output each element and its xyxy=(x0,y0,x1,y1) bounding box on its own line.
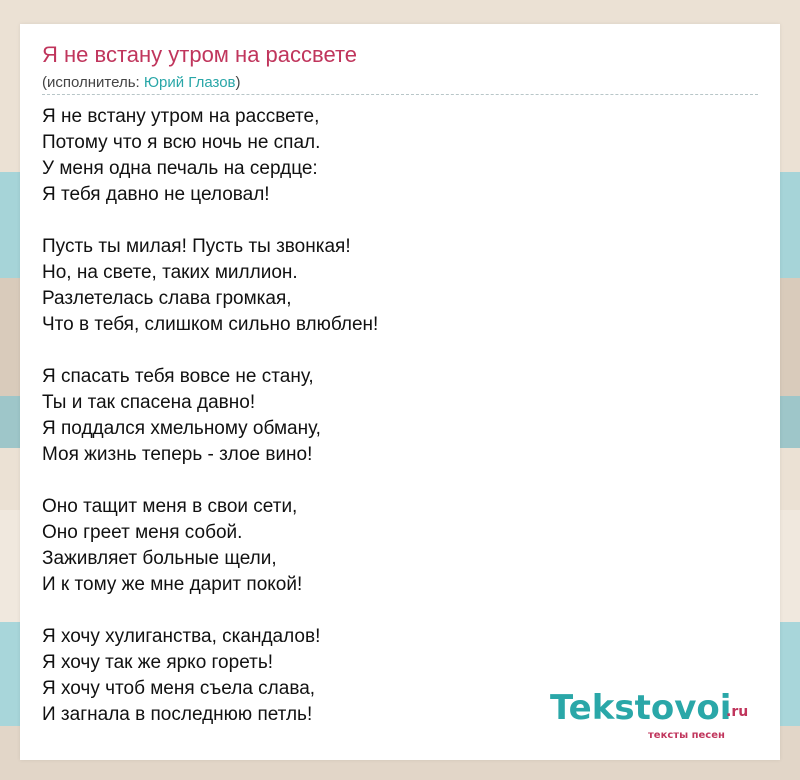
lyric-line: Я спасать тебя вовсе не стану, xyxy=(42,366,314,387)
stanza-1 xyxy=(42,104,742,208)
lyric-line: Пусть ты милая! Пусть ты звонкая! xyxy=(42,236,351,257)
artist-link[interactable]: Юрий Глазов xyxy=(143,74,236,91)
stanza-3 xyxy=(42,364,742,468)
lyric-line: Я хочу чтоб меня съела слава, xyxy=(42,678,316,699)
lyric-line: У меня одна печаль на сердце: xyxy=(42,158,318,179)
stanza-2 xyxy=(42,234,742,338)
dashed-divider xyxy=(42,94,758,95)
meta-suffix: ) xyxy=(235,74,241,91)
lyric-line: Я не встану утром на рассвете, xyxy=(42,106,320,127)
lyric-line: Разлетелась слава громкая, xyxy=(42,288,292,309)
meta-prefix: (исполнитель: xyxy=(42,74,144,91)
lyrics-card xyxy=(20,24,780,760)
stanza-4 xyxy=(42,494,742,598)
lyric-line: Оно тащит меня в свои сети, xyxy=(42,496,298,517)
lyrics-body xyxy=(42,104,742,754)
lyric-line: Я хочу хулиганства, скандалов! xyxy=(42,626,321,647)
logo-tld: .ru xyxy=(726,704,749,720)
lyric-line: Моя жизнь теперь - злое вино! xyxy=(42,444,313,465)
lyric-line: Оно греет меня собой. xyxy=(42,522,243,543)
song-title: Я не встану утром на рассвете xyxy=(42,42,358,67)
lyric-line: Заживляет больные щели, xyxy=(42,548,277,569)
lyric-line: Что в тебя, слишком сильно влюблен! xyxy=(42,314,379,335)
logo-tagline: тексты песен xyxy=(648,730,725,741)
logo-name: Tekstovoi xyxy=(550,688,732,728)
lyric-line: Я хочу так же ярко гореть! xyxy=(42,652,274,673)
lyric-line: И загнала в последнюю петль! xyxy=(42,704,313,725)
site-logo[interactable] xyxy=(550,688,760,748)
lyric-line: Потому что я всю ночь не спал. xyxy=(42,132,321,153)
lyric-line: Я тебя давно не целовал! xyxy=(42,184,270,205)
lyric-line: Но, на свете, таких миллион. xyxy=(42,262,298,283)
lyric-line: Ты и так спасена давно! xyxy=(42,392,256,413)
lyric-line: И к тому же мне дарит покой! xyxy=(42,574,303,595)
lyric-line: Я поддался хмельному обману, xyxy=(42,418,321,439)
song-meta xyxy=(42,74,241,91)
